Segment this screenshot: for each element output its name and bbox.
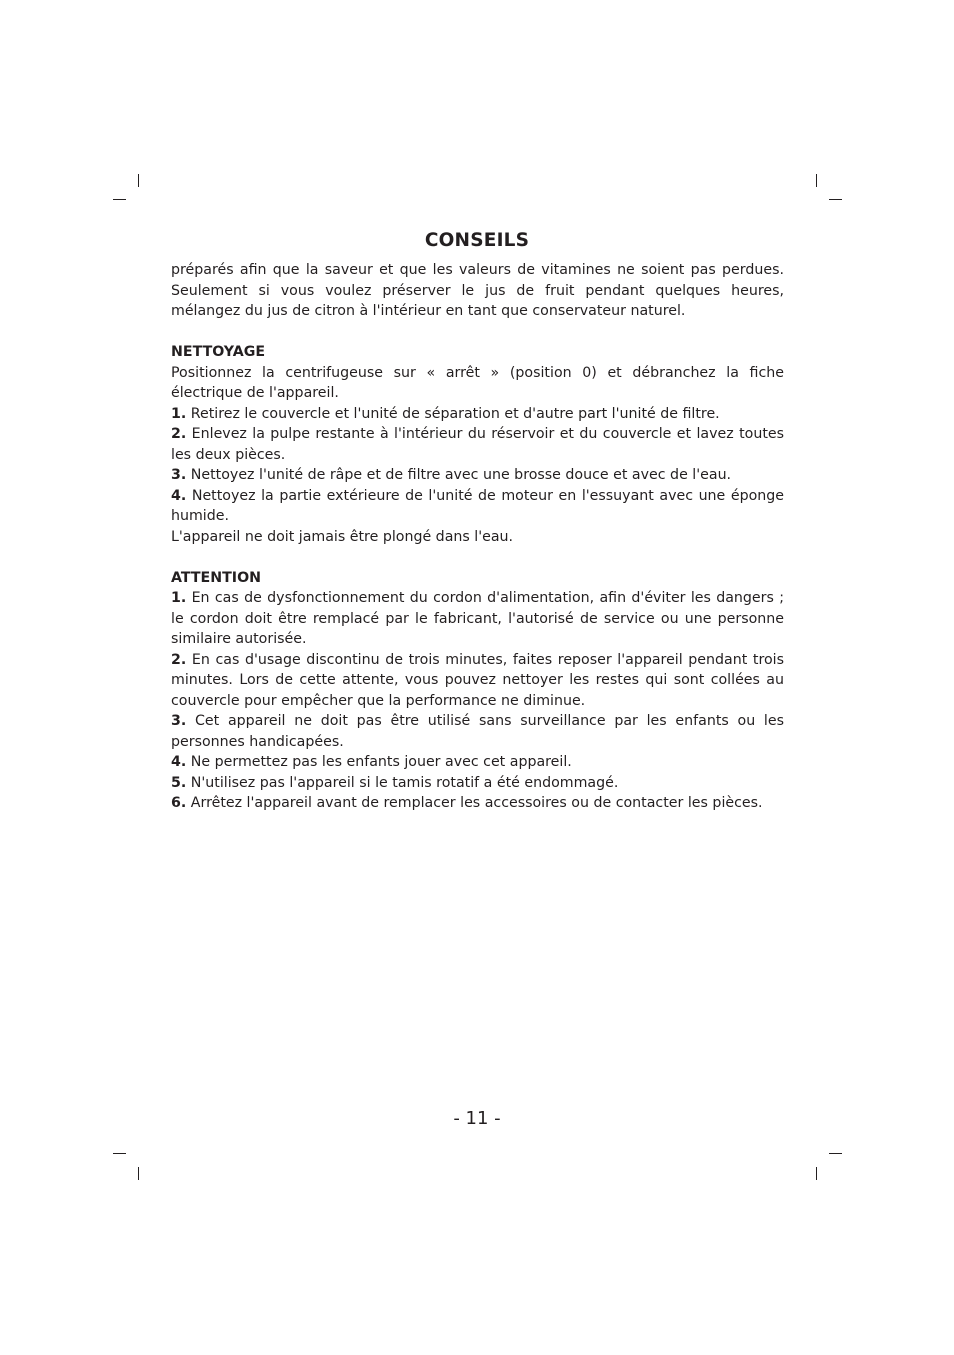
intro-paragraph: préparés afin que la saveur et que les valeurs de vitamines ne soient pas perdues. Seulement si vous voulez préserver le jus de fruit pendant quelques heures, mélangez du jus de citron à l'intérieur en tant que conservateur naturel.	[171, 262, 784, 319]
cleaning-step: 3. Nettoyez l'unité de râpe et de filtre avec une brosse douce et avec de l'eau.	[171, 467, 732, 483]
attention-item: 2. En cas d'usage discontinu de trois minutes, faites reposer l'appareil pendant trois minutes. Lors de cette attente, vous pouvez nettoyer les restes qui sont collées au couvercle pour empêcher que la performance ne diminue.	[171, 651, 784, 709]
attention-item: 5. N'utilisez pas l'appareil si le tamis rotatif a été endommagé.	[171, 774, 619, 791]
crop-mark-top-right-vertical	[816, 174, 817, 187]
attention-item: 1. En cas de dysfonctionnement du cordon d'alimentation, afin d'éviter les dangers ; le cordon doit être remplacé par le fabricant, l'autorisé de service ou une personne similaire autorisée.	[171, 590, 784, 647]
crop-mark-top-left-horizontal	[113, 199, 126, 200]
cleaning-note: L'appareil ne doit jamais être plongé dans l'eau.	[171, 528, 514, 545]
page-content	[171, 260, 784, 814]
attention-item: 6. Arrêtez l'appareil avant de remplacer les accessoires ou de contacter les pièces.	[171, 795, 763, 811]
page-title: CONSEILS	[424, 230, 530, 251]
cleaning-intro: Positionnez la centrifugeuse sur « arrêt » (position 0) et débranchez la fiche électrique de l'appareil.	[171, 364, 784, 401]
cleaning-step: 1. Retirez le couvercle et l'unité de séparation et d'autre part l'unité de filtre.	[171, 405, 720, 422]
cleaning-step: 2. Enlevez la pulpe restante à l'intérieur du réservoir et du couvercle et lavez toutes les deux pièces.	[171, 426, 784, 463]
cleaning-step: 4. Nettoyez la partie extérieure de l'unité de moteur en l'essuyant avec une éponge humide.	[171, 487, 784, 524]
cleaning-heading: NETTOYAGE	[171, 344, 266, 360]
page-number: - 11 -	[453, 1108, 501, 1129]
crop-mark-top-left-vertical	[138, 174, 139, 187]
crop-mark-bottom-left-vertical	[138, 1167, 139, 1180]
crop-mark-bottom-right-vertical	[816, 1167, 817, 1180]
attention-heading: ATTENTION	[171, 569, 262, 586]
attention-item: 3. Cet appareil ne doit pas être utilisé sans surveillance par les enfants ou les personnes handicapées.	[171, 713, 784, 750]
crop-mark-bottom-right-horizontal	[829, 1153, 842, 1154]
crop-mark-top-right-horizontal	[829, 199, 842, 200]
crop-mark-bottom-left-horizontal	[113, 1153, 126, 1154]
attention-item: 4. Ne permettez pas les enfants jouer avec cet appareil.	[171, 754, 572, 770]
